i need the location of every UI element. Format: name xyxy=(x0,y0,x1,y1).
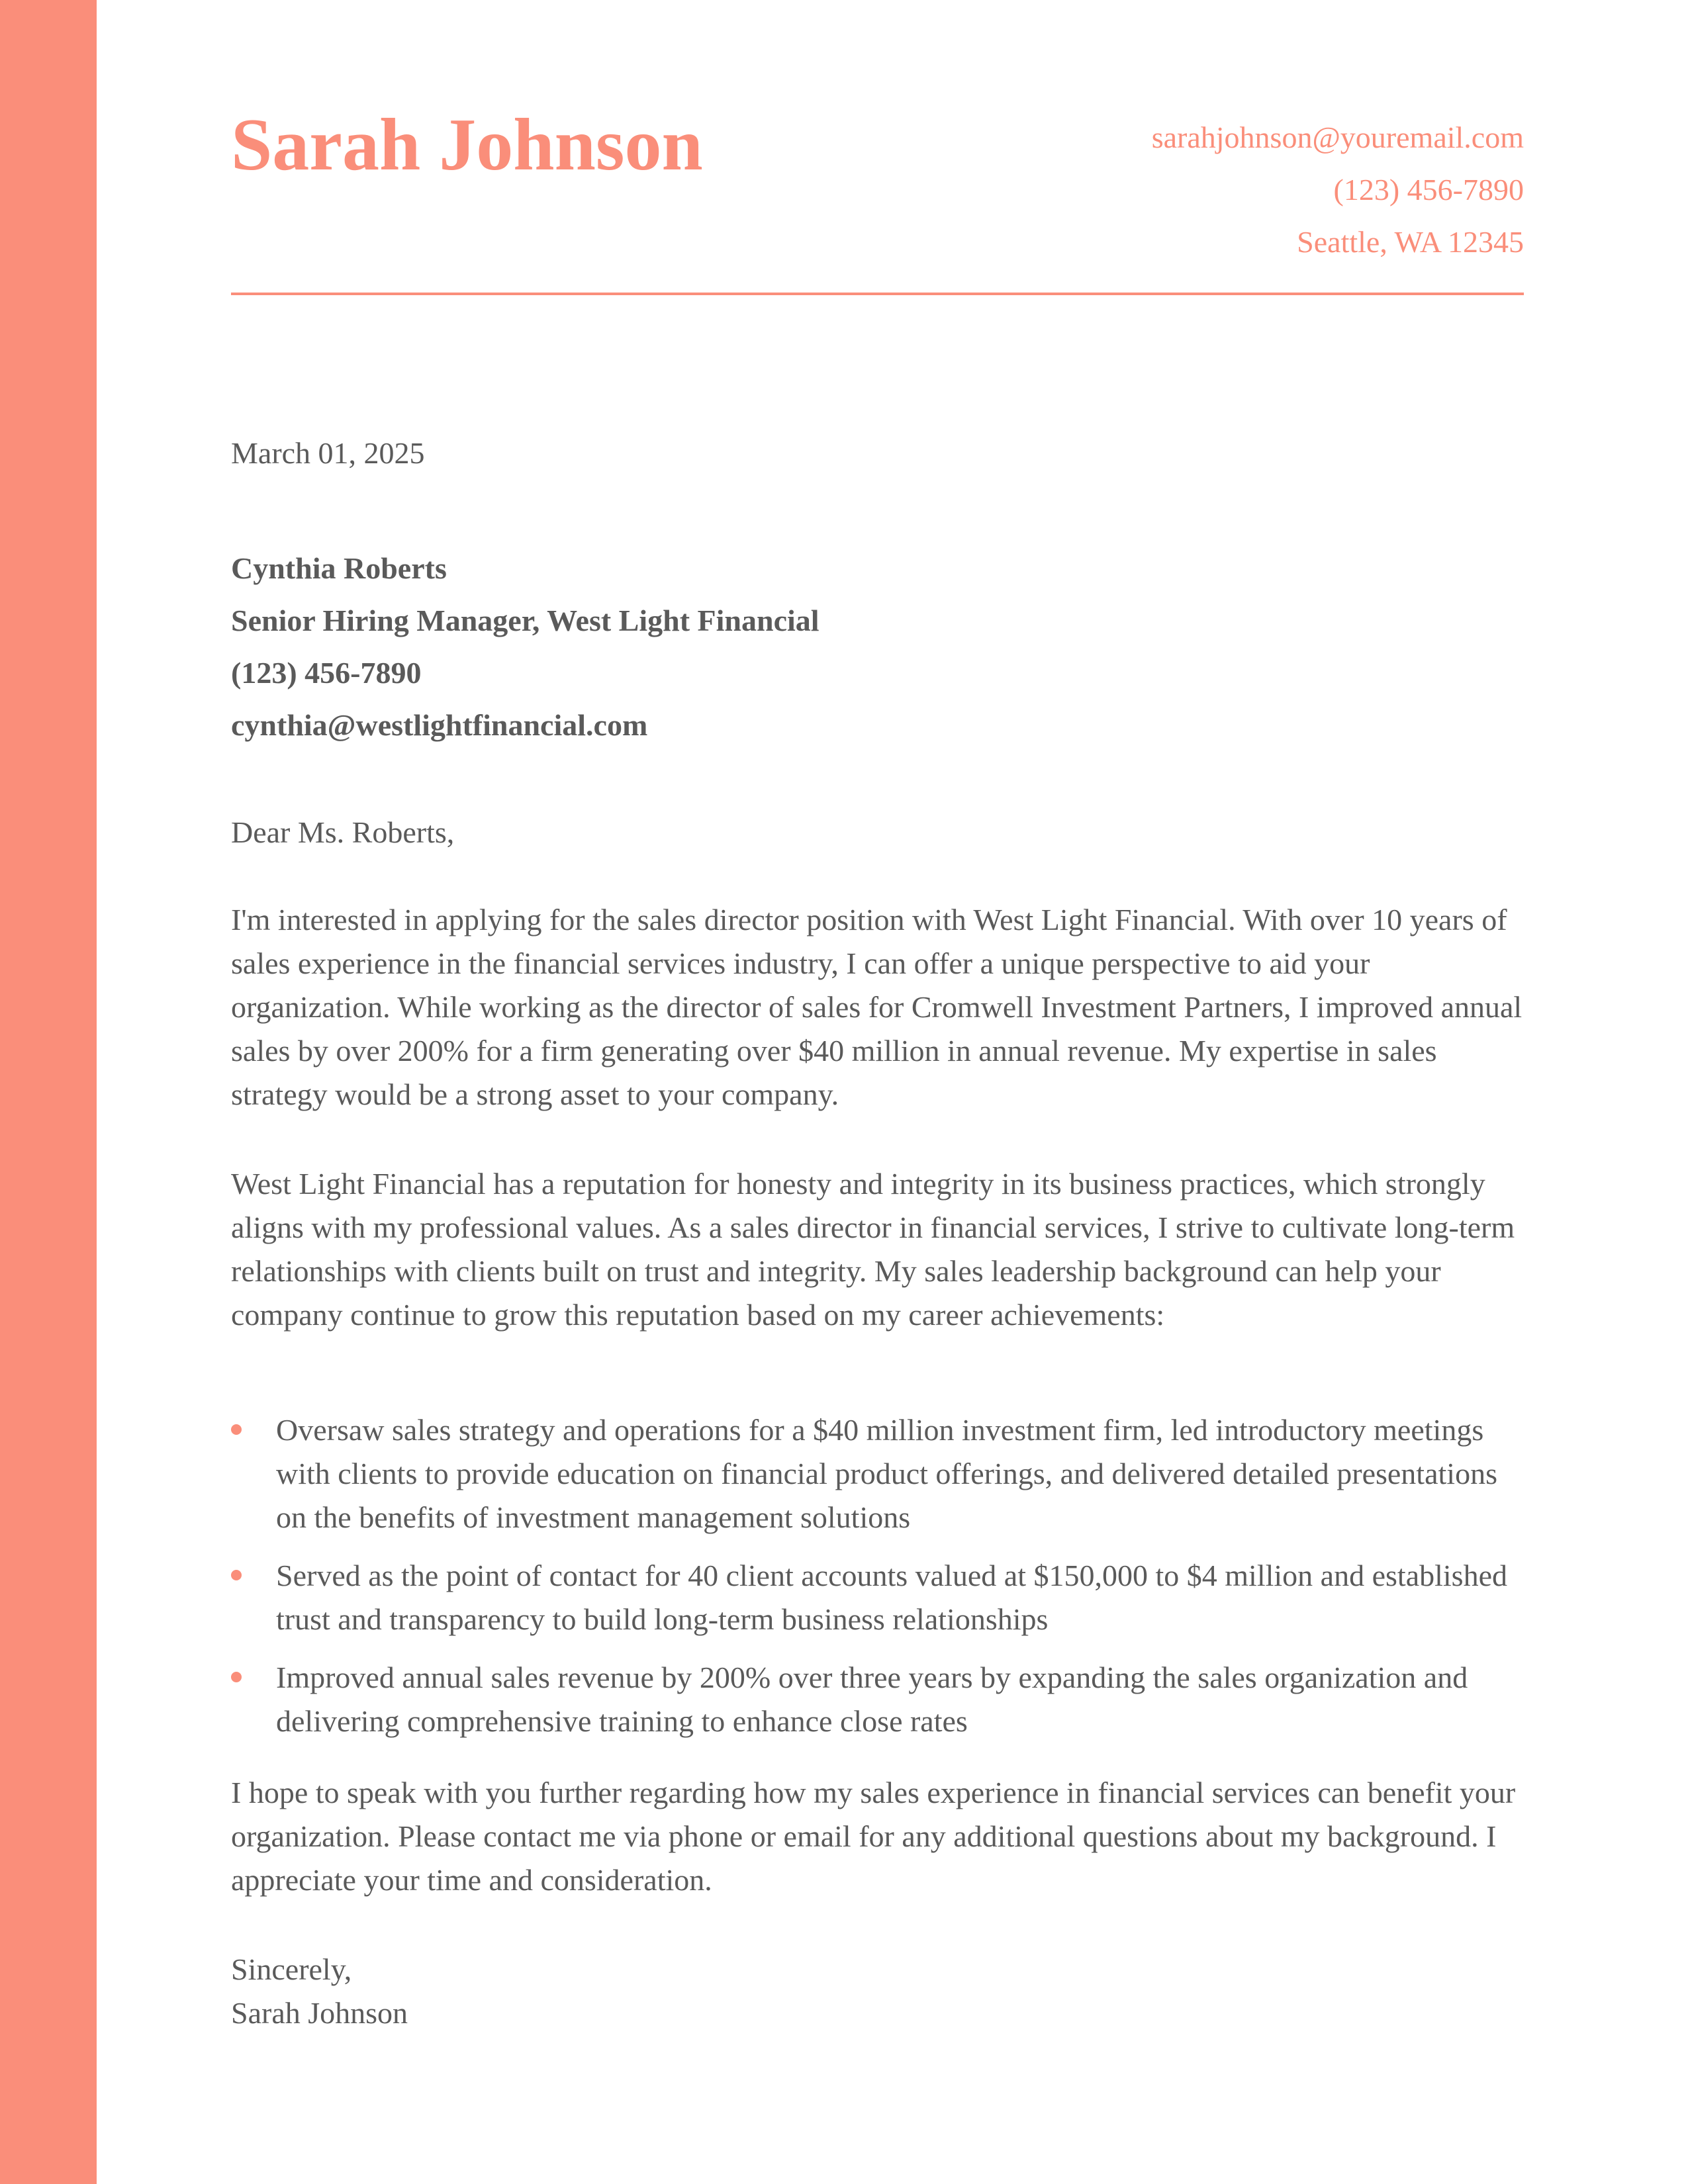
letter-header xyxy=(231,0,1524,298)
list-item xyxy=(231,1554,1524,1641)
recipient-name: Cynthia Roberts xyxy=(231,551,447,585)
sender-email[interactable]: sarahjohnson@youremail.com xyxy=(1151,120,1524,154)
bullet-dot-icon xyxy=(231,1672,242,1682)
signoff xyxy=(231,1948,408,2035)
bullet-dot-icon xyxy=(231,1570,242,1580)
sender-name: Sarah Johnson xyxy=(231,104,703,186)
letter-date: March 01, 2025 xyxy=(231,436,425,470)
bullet-dot-icon xyxy=(231,1424,242,1435)
intro-paragraph: I'm interested in applying for the sales director position with West Light Financial. With over 10 years of sales experience in the financial services industry, I can offer a unique perspective to aid your organization. While working as the director of sales for Cromwell Investment Partners, I improved annual sales by over 200% for a firm generating over $40 million in annual revenue. My expertise in sales strategy would be a strong asset to your company. xyxy=(231,903,1523,1111)
sender-contact xyxy=(1152,111,1524,268)
valediction: Sincerely, xyxy=(231,1952,352,1986)
achievement-text: Improved annual sales revenue by 200% over three years by expanding the sales organization and delivering comprehensive training to enhance close rates xyxy=(276,1661,1468,1738)
cover-letter xyxy=(231,0,1524,2030)
sender-location: Seattle, WA 12345 xyxy=(1297,225,1524,259)
achievement-text: Oversaw sales strategy and operations for a $40 million investment firm, led introductory meetings with clients to provide education on financial product offerings, and delivered detailed presentations on the benefits of investment management solutions xyxy=(276,1413,1497,1534)
body-paragraph: West Light Financial has a reputation for honesty and integrity in its business practices, which strongly aligns with my professional values. As a sales director in financial services, I strive to cultivate long-term relationships with clients built on trust and integrity. My sales leadership background can help your company continue to grow this reputation based on my career achievements: xyxy=(231,1167,1515,1332)
list-item xyxy=(231,1656,1524,1743)
recipient-email[interactable]: cynthia@westlightfinancial.com xyxy=(231,708,648,742)
signature-name: Sarah Johnson xyxy=(231,1996,408,2030)
recipient-phone[interactable]: (123) 456-7890 xyxy=(231,656,422,690)
achievement-text: Served as the point of contact for 40 client accounts valued at $150,000 to $4 million and established trust and transparency to build long-term business relationships xyxy=(276,1559,1507,1636)
greeting: Dear Ms. Roberts, xyxy=(231,815,455,849)
recipient-title: Senior Hiring Manager, West Light Financial xyxy=(231,604,820,637)
closing-paragraph: I hope to speak with you further regarding how my sales experience in financial services can benefit your organization. Please contact me via phone or email for any additional questions about my background. I appreciate your time and consideration. xyxy=(231,1776,1516,1897)
accent-sidebar xyxy=(0,0,97,2184)
recipient-block xyxy=(231,542,820,751)
header-divider xyxy=(231,293,1524,295)
list-item xyxy=(231,1408,1524,1539)
achievements-list xyxy=(231,1408,1524,1758)
sender-phone[interactable]: (123) 456-7890 xyxy=(1333,173,1524,206)
